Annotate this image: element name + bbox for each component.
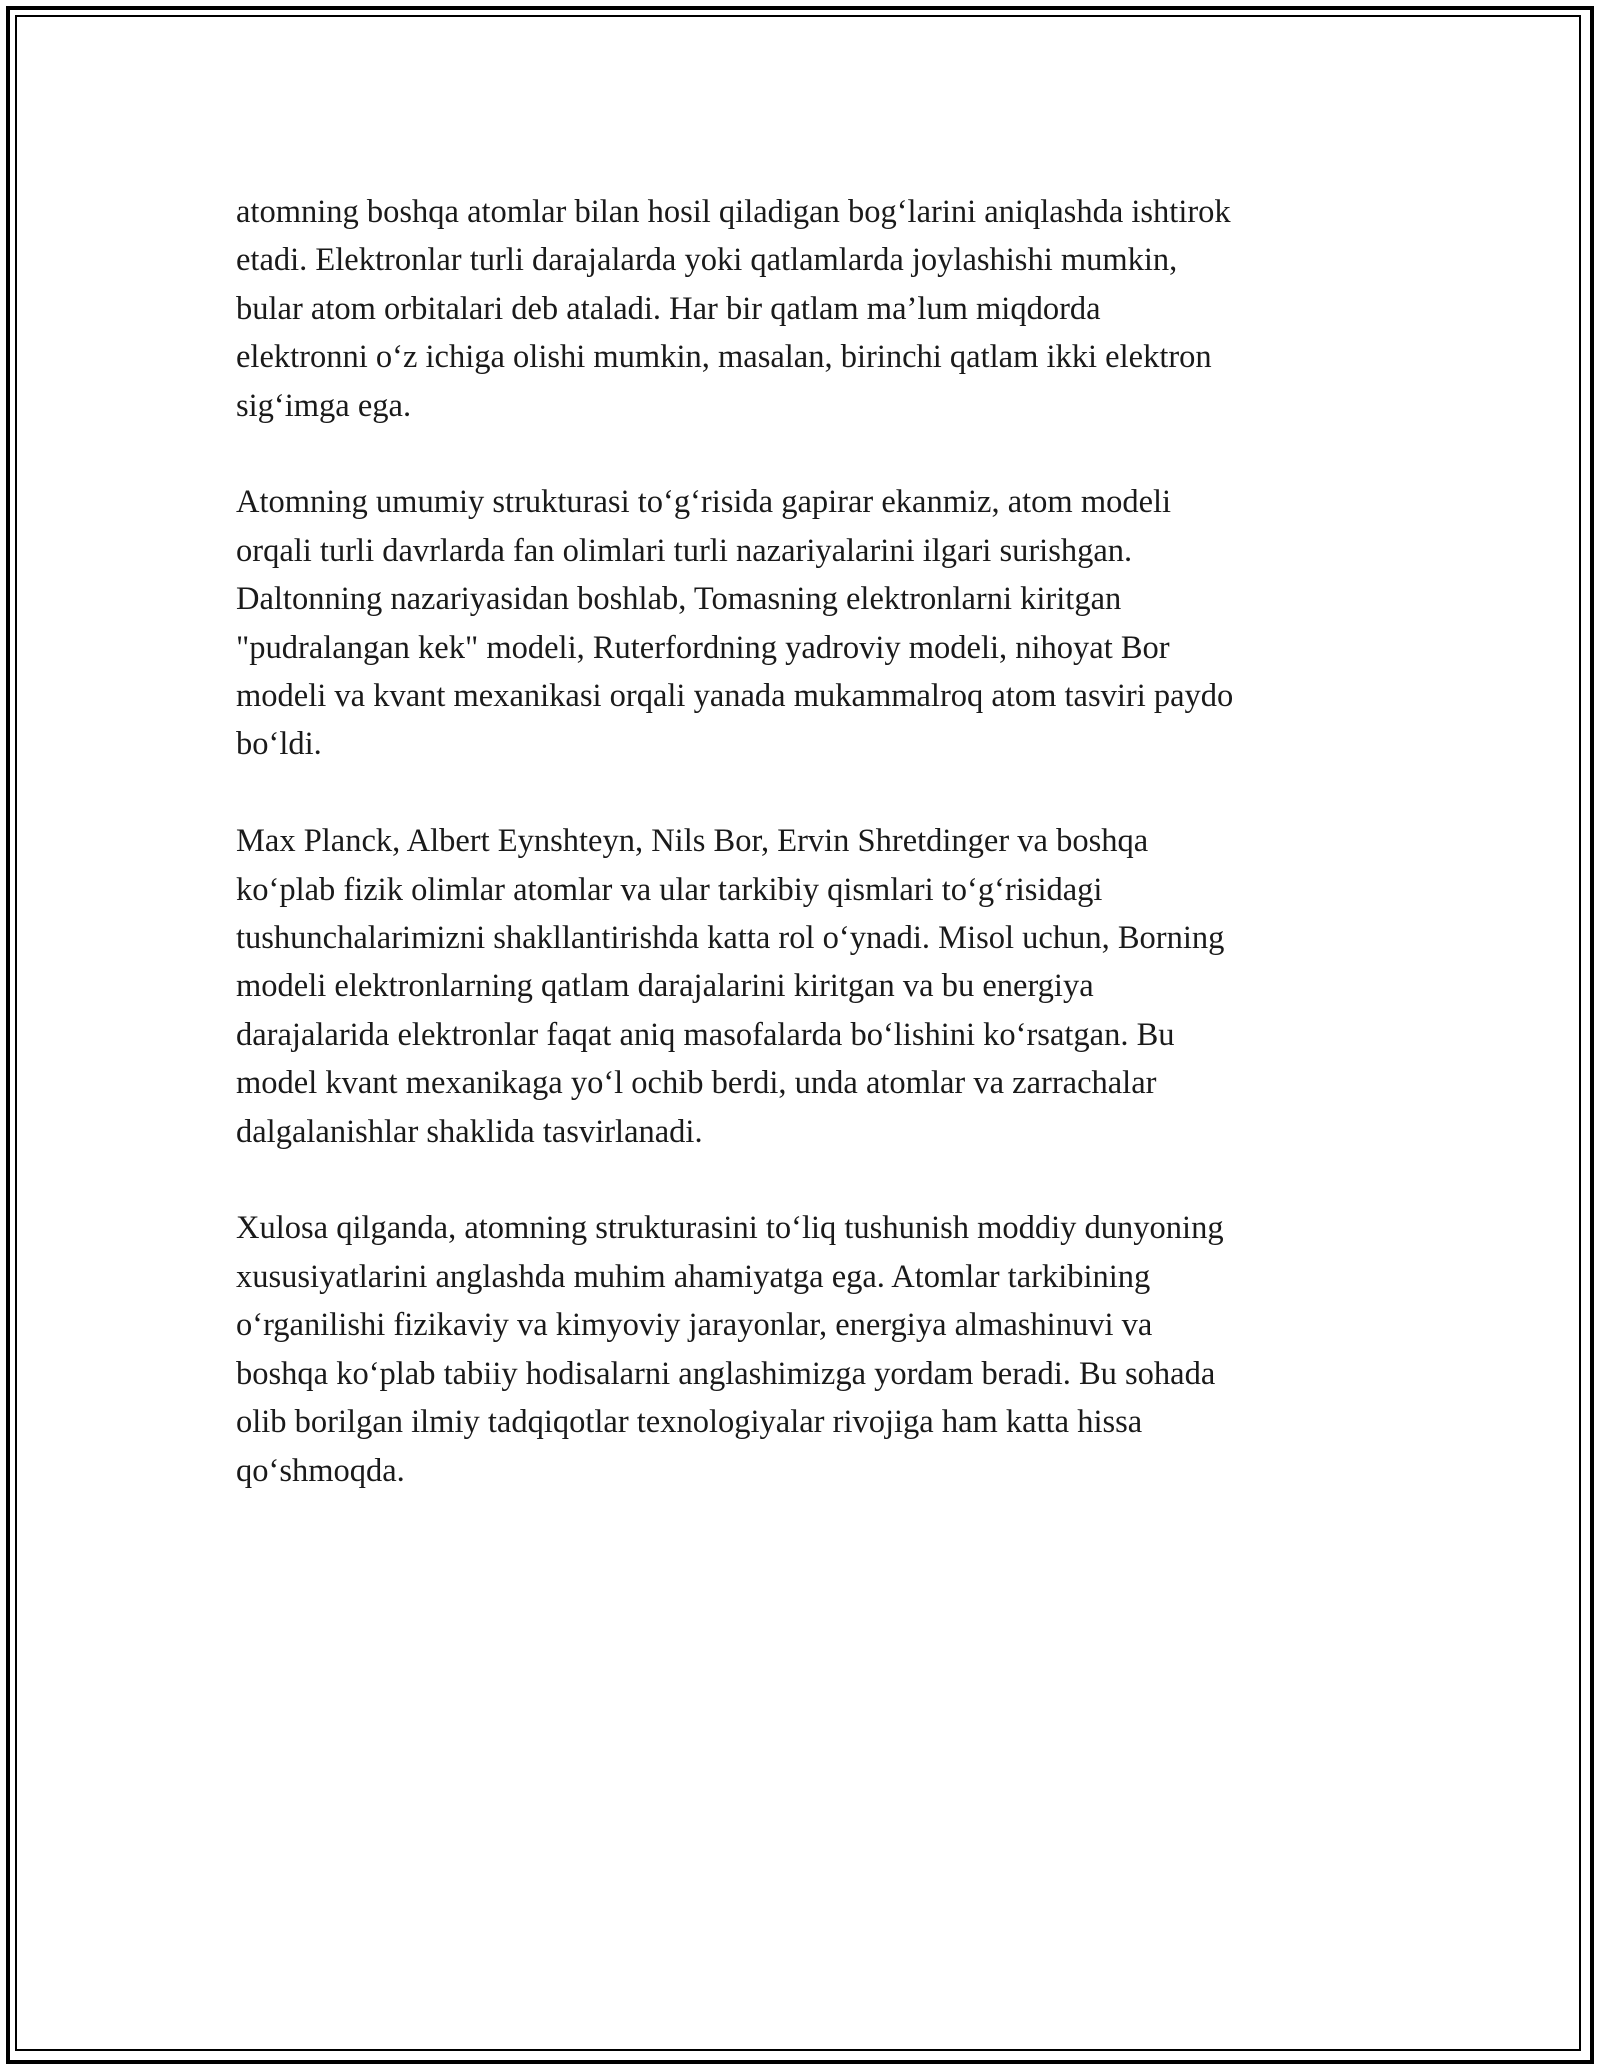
paragraph-2: Atomning umumiy strukturasi to‘g‘risida gapirar ekanmiz, atom modeli orqali turli davrlarda fan olimlari turli nazariyalarini ilgari surishgan. Daltonning nazariyasidan boshlab, Tomasning elektronlarni kiritgan "pudralangan kek" modeli, Ruterfordning yadroviy modeli, nihoyat Bor modeli va kvant mexanikasi orqali yanada mukammalroq atom tasviri paydo bo‘ldi. bbox=[236, 484, 1234, 763]
paragraph-1: atomning boshqa atomlar bilan hosil qiladigan bog‘larini aniqlashda ishtirok etadi. Elektronlar turli darajalarda yoki qatlamlarda joylashishi mumkin, bular atom orbitalari deb ataladi. Har bir qatlam ma’lum miqdorda elektronni o‘z ichiga olishi mumkin, masalan, birinchi qatlam ikki elektron sig‘imga ega. bbox=[236, 194, 1231, 424]
document-body bbox=[236, 188, 1366, 1543]
paragraph-3: Max Planck, Albert Eynshteyn, Nils Bor, Ervin Shretdinger va boshqa ko‘plab fizik olimlar atomlar va ular tarkibiy qismlari to‘g‘risidagi tushunchalarimizni shakllantirishda katta rol o‘ynadi. Misol uchun, Borning modeli elektronlarning qatlam darajalarini kiritgan va bu energiya darajalarida elektronlar faqat aniq masofalarda bo‘lishini ko‘rsatgan. Bu model kvant mexanikaga yo‘l ochib berdi, unda atomlar va zarrachalar dalgalanishlar shaklida tasvirlanadi. bbox=[236, 823, 1225, 1150]
paragraph-4: Xulosa qilganda, atomning strukturasini to‘liq tushunish moddiy dunyoning xususiyatlarini anglashda muhim ahamiyatga ega. Atomlar tarkibining o‘rganilishi fizikaviy va kimyoviy jarayonlar, energiya almashinuvi va boshqa ko‘plab tabiiy hodisalarni anglashimizga yordam beradi. Bu sohada olib borilgan ilmiy tadqiqotlar texnologiyalar rivojiga ham katta hissa qo‘shmoqda. bbox=[236, 1210, 1224, 1489]
